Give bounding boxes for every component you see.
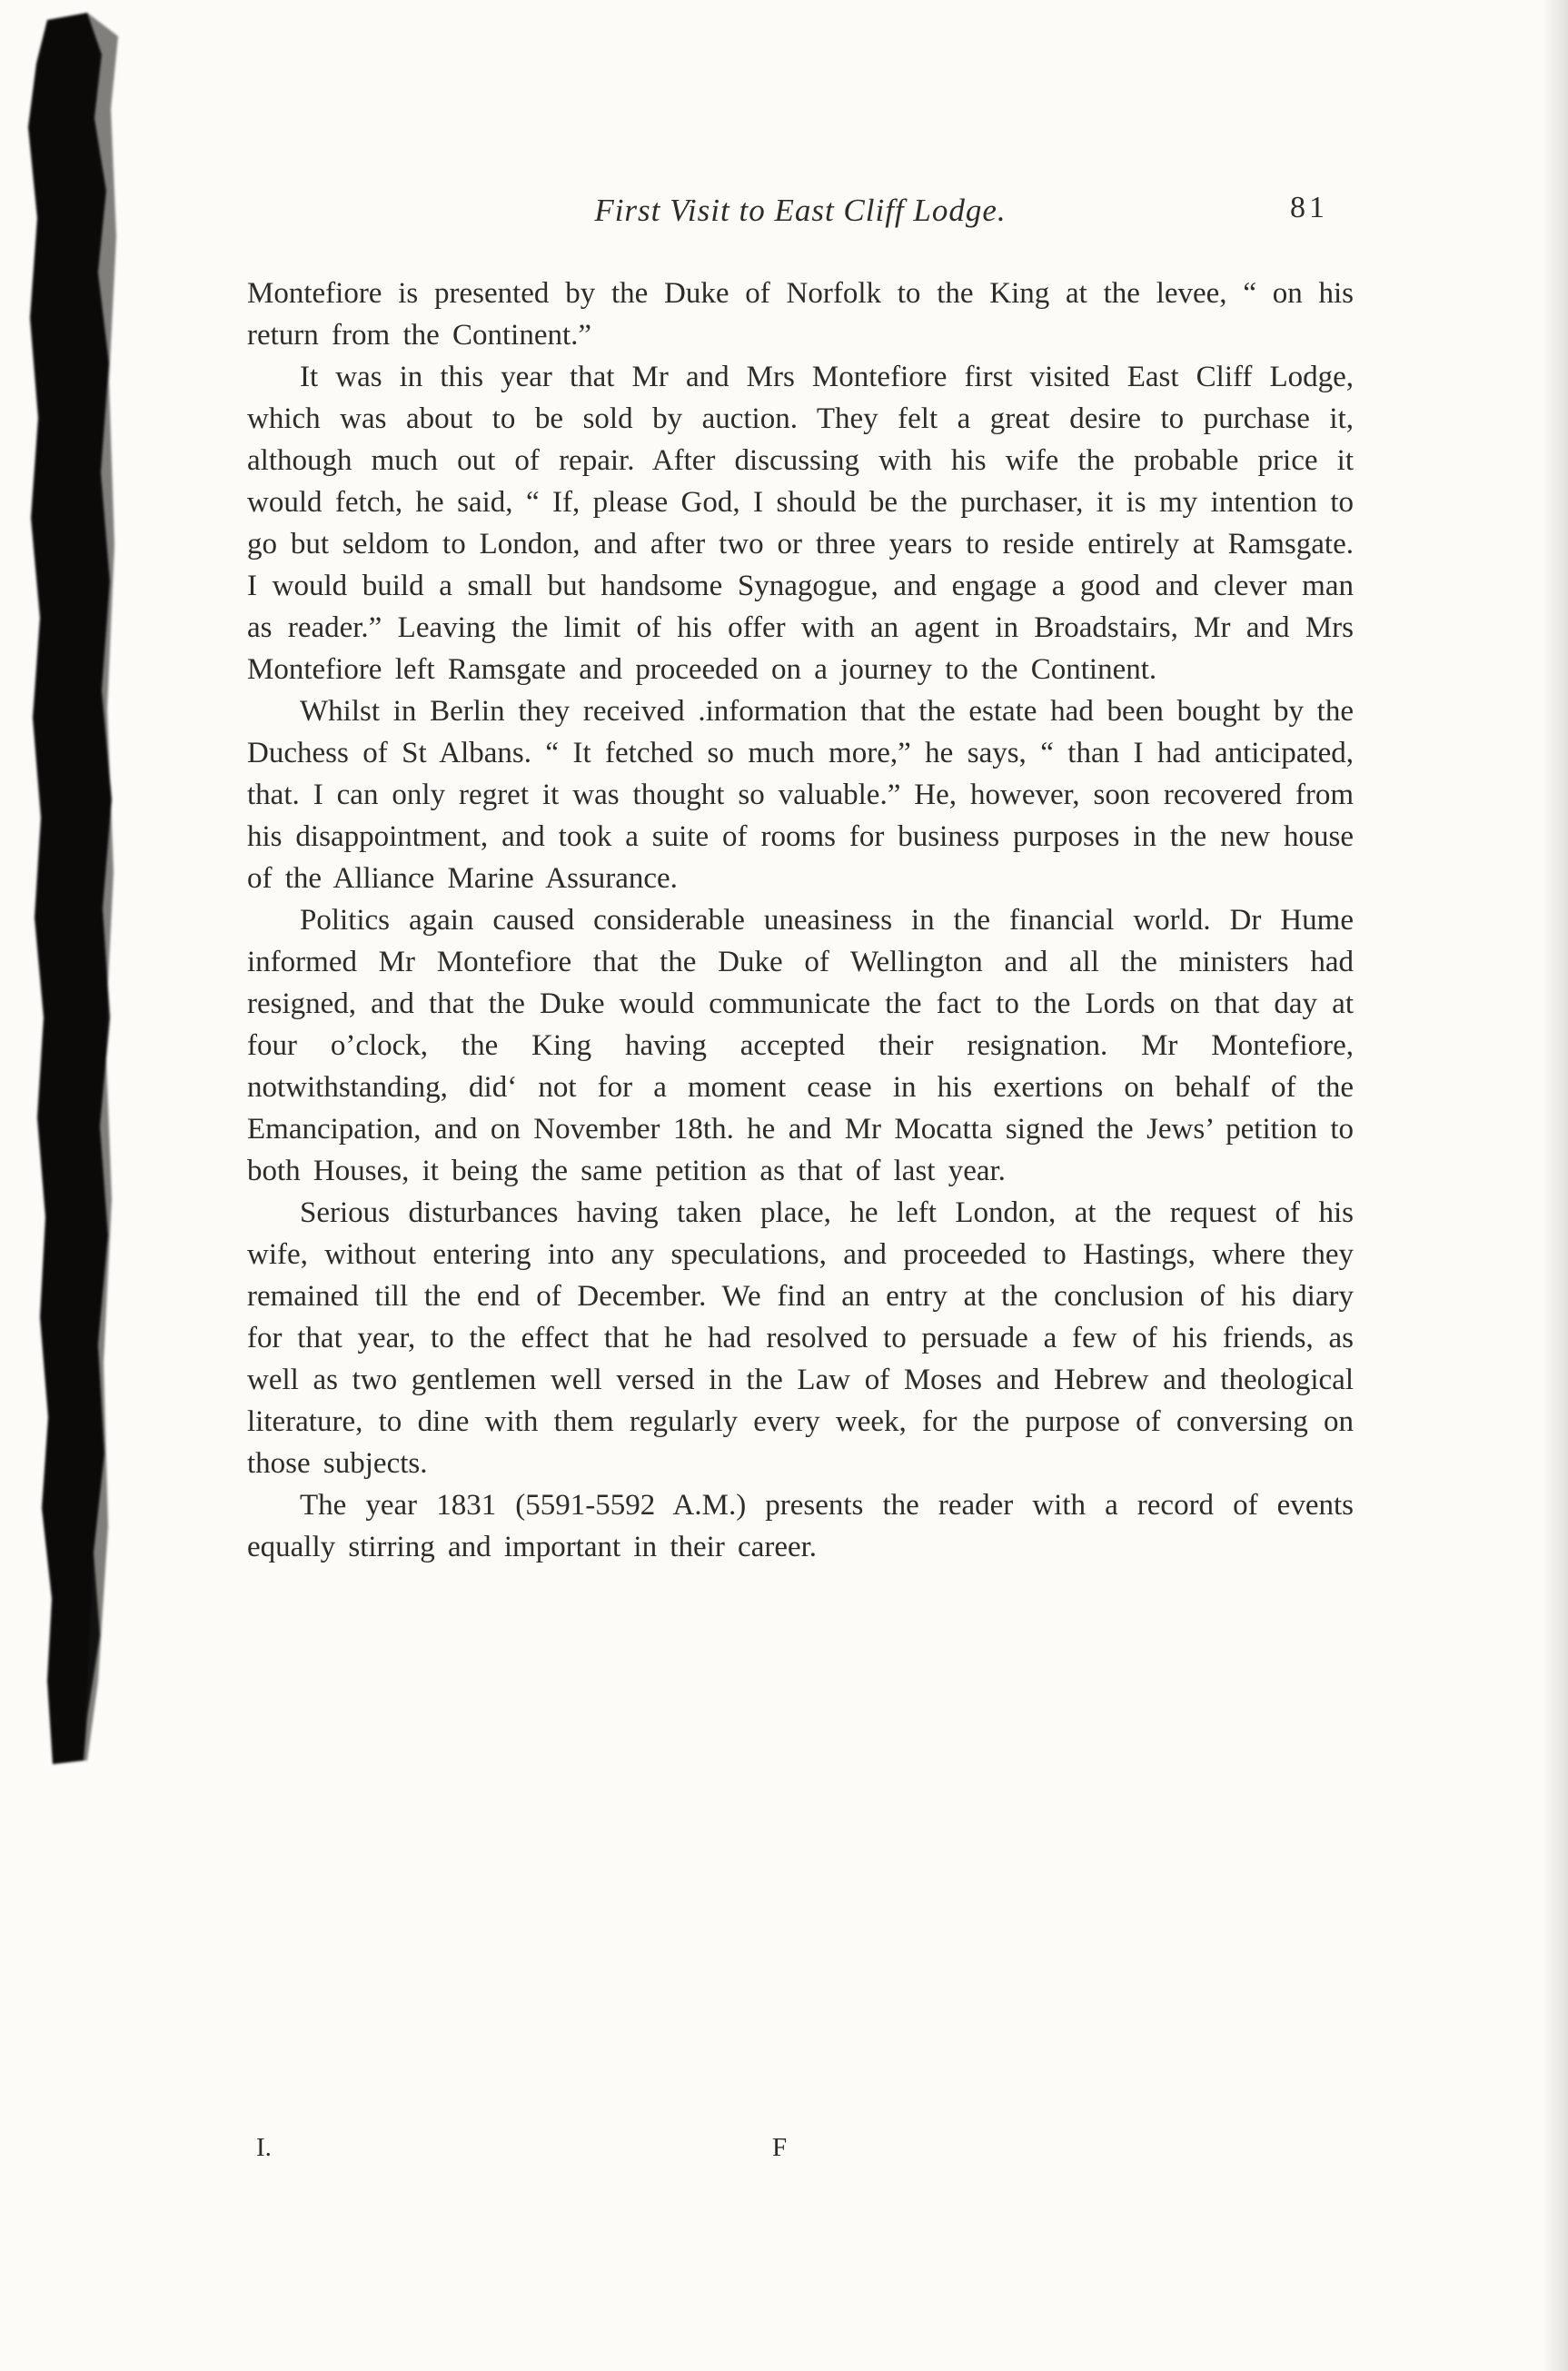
page-number: 81: [1290, 191, 1328, 224]
paragraph-2: It was in this year that Mr and Mrs Montefiore first visited East Cliff Lodge, which was about to be sold by auction. They felt a great desire to purchase it, although much out of repair. After discussing with his wife the probable price it would fetch, he said, “ If, please God, I should be the purchaser, it is my intention to go but seldom to London, and after two or three years to reside entirely at Ramsgate. I would build a small but handsome Synagogue, and engage a good and clever man as reader.” Leaving the limit of his offer with an agent in Broadstairs, Mr and Mrs Montefiore left Ramsgate and proceeded on a journey to the Continent.: [247, 361, 1354, 686]
running-title: First Visit to East Cliff Lodge.: [594, 193, 1007, 228]
page-header: [247, 193, 1354, 247]
paragraph-5: Serious disturbances having taken place, he left London, at the request of his wife, without entering into any speculations, and proceeded to Hastings, where they remained till the end of December. We find an entry at the conclusion of his diary for that year, to the effect that he had resolved to persuade a few of his friends, as well as two gentlemen well versed in the Law of Moses and Hebrew and theological literature, to dine with them regularly every week, for the purpose of conversing on those subjects.: [247, 1196, 1354, 1480]
page-footer: [247, 2133, 1354, 2173]
volume-signature: I.: [256, 2133, 272, 2162]
paragraph-4: Politics again caused considerable uneasiness in the financial world. Dr Hume informed Mr Montefiore that the Duke of Wellington and all the ministers had resigned, and that the Duke would communicate the fact to the Lords on that day at four o’clock, the King having accepted their resignation. Mr Montefiore, notwithstanding, did‘ not for a moment cease in his exertions on behalf of the Emancipation, and on November 18th. he and Mr Mocatta signed the Jews’ petition to both Houses, it being the same petition as that of last year.: [247, 904, 1354, 1187]
body-text: [247, 273, 1354, 1568]
gathering-signature: F: [772, 2133, 788, 2162]
paragraph-6: The year 1831 (5591-5592 A.M.) presents the reader with a record of events equally stirring and important in their career.: [247, 1489, 1354, 1563]
paragraph-1: Montefiore is presented by the Duke of Norfolk to the King at the levee, “ on his return from the Continent.”: [247, 277, 1354, 352]
paragraph-3: Whilst in Berlin they received .information that the estate had been bought by the Duchess of St Albans. “ It fetched so much more,” he says, “ than I had anticipated, that. I can only regret it was thought so valuable.” He, however, soon recovered from his disappointment, and took a suite of rooms for business purposes in the new house of the Alliance Marine Assurance.: [247, 695, 1354, 895]
scan-right-edge-shadow: [1543, 0, 1568, 2371]
